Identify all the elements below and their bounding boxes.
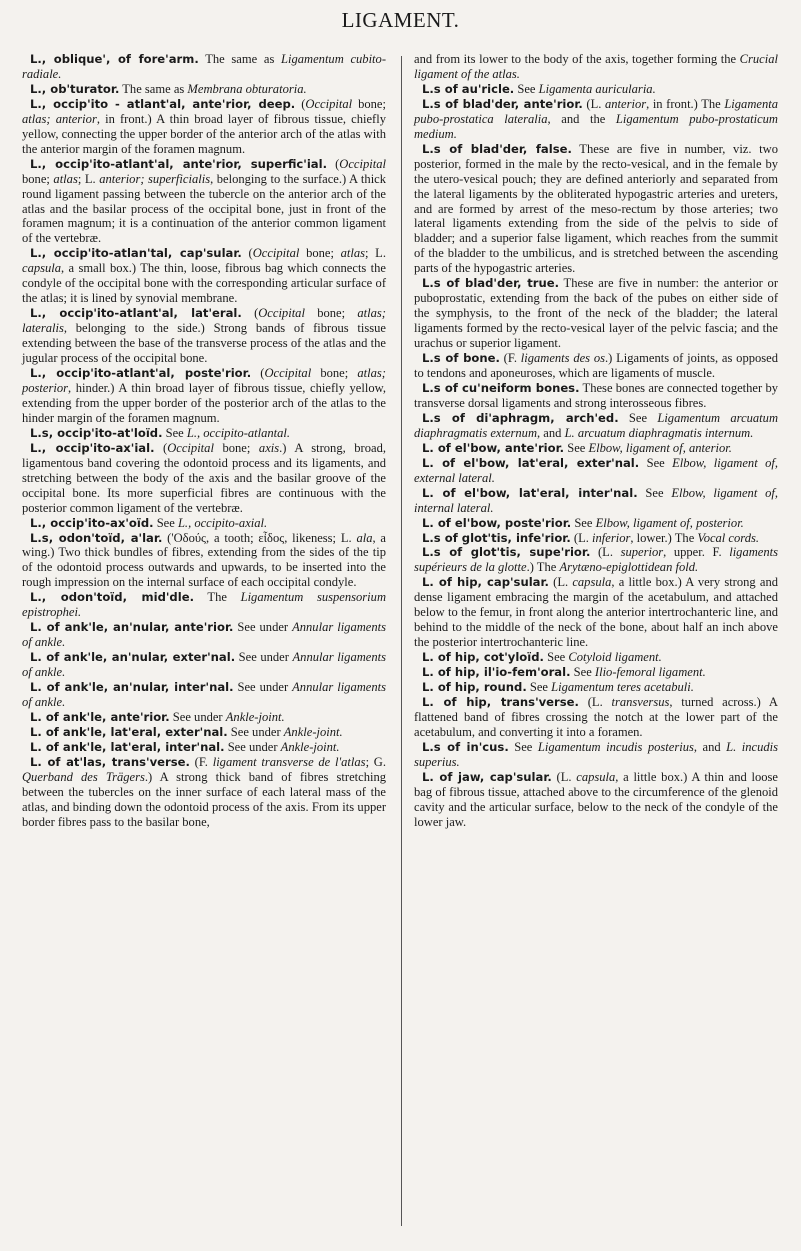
- entry-text: See: [637, 485, 672, 500]
- entry-italic-text: Crucial ligament of the atlas.: [414, 52, 778, 81]
- dictionary-entry: [22, 740, 386, 755]
- entry-italic-text: Elbow, ligament of, external lateral.: [414, 455, 778, 485]
- entry-text: These are five in number: the anterior or puboprostatic, extending from the back of the pubes on either side of the symphysis, to the front of the neck of the bladder; the lateral ligaments formed by the recto-vesical layer of the pelvic fascia; and the urachus or superior ligament.: [414, 276, 779, 351]
- entry-headword: L. of el'bow, ante'rior.: [422, 440, 565, 455]
- entry-italic-text: anterior: [604, 96, 647, 111]
- entry-italic-text: inferior: [592, 530, 631, 545]
- entry-headword: L.s of in'cus.: [422, 739, 509, 754]
- entry-text: ('Οδούς, a tooth; εἶδος, likeness; L.: [162, 530, 357, 545]
- entry-italic-text: ligaments supérieurs de la glotte: [414, 545, 778, 575]
- entry-italic-text: Elbow, ligament of, anterior.: [588, 440, 732, 455]
- dictionary-entry: [22, 426, 386, 441]
- entry-text: See: [618, 410, 658, 425]
- entry-headword: L. of ank'le, an'nular, ante'rior.: [30, 620, 234, 635]
- entry-italic-text: Ankle-joint.: [283, 724, 343, 739]
- entry-italic-text: Ligamentum suspensorium epistrophei.: [22, 590, 387, 620]
- entry-headword: L. of ank'le, ante'rior.: [30, 709, 170, 724]
- right-column: [414, 52, 778, 830]
- entry-italic-text: capsula: [22, 261, 62, 276]
- entry-headword: L., occip'ito - atlant'al, ante'rior, deep.: [30, 96, 296, 111]
- dictionary-entry: [414, 441, 778, 456]
- entry-headword: L.s of di'aphragm, arch'ed.: [422, 410, 619, 425]
- dictionary-entry: [22, 306, 386, 366]
- left-column: [22, 52, 386, 830]
- entry-headword: L., occip'ito-atlant'al, poste'rior.: [30, 366, 252, 381]
- entry-italic-text: capsula: [576, 769, 616, 784]
- entry-italic-text: L., occipito-atlantal.: [186, 425, 291, 440]
- entry-text: bone;: [213, 440, 259, 455]
- entry-text: , a little box.) A thin and loose bag of fibrous tissue, attached above to the circumference of the glenoid cavity and the articular surface, below to the neck of the condyle of the lower jaw.: [414, 769, 778, 829]
- entry-text: , lower.) The: [630, 530, 698, 545]
- entry-headword: L. of jaw, cap'sular.: [422, 769, 552, 784]
- entry-text: These bones are connected together by transverse dorsal ligaments and strong interosseous fibres.: [414, 380, 778, 410]
- dictionary-entry: [414, 52, 778, 82]
- entry-italic-text: Ligamenta pubo-prostatica lateralia: [414, 96, 778, 126]
- dictionary-entry: [414, 770, 778, 830]
- dictionary-entry: [22, 590, 386, 620]
- dictionary-entry: [414, 97, 778, 142]
- dictionary-entry: [414, 516, 778, 531]
- entry-headword: L.s of blad'der, false.: [422, 141, 572, 156]
- dictionary-entry: [414, 82, 778, 97]
- entry-italic-text: atlas: [53, 171, 78, 186]
- entry-italic-text: L. arcuatum diaphragmatis internum.: [564, 425, 754, 440]
- entry-text: See: [543, 650, 569, 665]
- entry-italic-text: Annular ligaments of ankle.: [22, 620, 386, 650]
- entry-text: , turned across.) A flattened band of fibres crossing the notch at the lower part of the acetabulum, and converting it into a foramen.: [414, 694, 778, 739]
- entry-headword: L.s of glot'tis, infe'rior.: [422, 530, 571, 545]
- entry-text: (: [241, 246, 253, 261]
- entry-text: (: [327, 156, 340, 171]
- entry-text: See: [526, 680, 552, 695]
- entry-headword: L. of hip, cap'sular.: [422, 575, 549, 590]
- entry-italic-text: atlas: [340, 246, 366, 261]
- entry-headword: L. of ank'le, an'nular, exter'nal.: [30, 650, 236, 665]
- entry-italic-text: Elbow, ligament of, internal lateral.: [414, 485, 778, 515]
- entry-text: , belonging to the surface.) A thick round ligament passing between the tubercle on the anterior arch of the atlas and the basilar process of the occipital bone, just in front of the foramen magnum; it is a continuation of the anterior common ligament of the vertebræ.: [22, 171, 387, 246]
- entry-italic-text: Ligamentum cubito-radiale.: [22, 52, 386, 81]
- entry-italic-text: Annular ligaments of ankle.: [22, 650, 386, 680]
- entry-text: These are five in number, viz. two posterior, formed in the male by the recto-vesical, and in the female by the utero-vesical pouch; they are defined anteriorly and separated from the lateral ligaments by the obliterated hypogastric arteries and ureters, and are formed by arrest of the meso-rectum by those arteries; two lateral ligaments extending from the side of the pelvis to side of bladder; and a superior false ligament, which reaches from the summit of the bladder to the umbilicus, and is stretched between the ascending parts of the hypogastric arteries.: [414, 141, 778, 276]
- entry-headword: L. of ank'le, an'nular, inter'nal.: [30, 680, 234, 695]
- entry-text: See: [153, 515, 178, 530]
- entry-text: , hinder.) A thin broad layer of fibrous tissue, chiefly yellow, extending from the upper border of the posterior arch of the atlas to the hinder margin of the foramen magnum.: [22, 380, 386, 425]
- entry-headword: L.s of au'ricle.: [422, 81, 515, 96]
- entry-italic-text: Querband des Trägers: [22, 769, 145, 784]
- entry-headword: L., ob'turator.: [30, 81, 120, 96]
- entry-text: .) Ligaments of joints, as opposed to tendons and aponeuroses, which are ligaments of muscle.: [414, 351, 778, 381]
- entry-italic-text: L. incudis superius.: [414, 739, 779, 769]
- entry-text: (F.: [189, 754, 213, 769]
- dictionary-entry: [414, 680, 778, 695]
- entry-headword: L. of hip, cot'yloïd.: [422, 650, 544, 665]
- dictionary-entry: [414, 740, 778, 770]
- dictionary-entry: [22, 755, 386, 830]
- entry-text: See: [162, 425, 187, 440]
- entry-headword: L.s of glot'tis, supe'rior.: [422, 545, 591, 560]
- dictionary-entry: [22, 710, 386, 725]
- entry-text: See: [564, 440, 589, 455]
- entry-headword: L. of ank'le, lat'eral, inter'nal.: [30, 739, 225, 754]
- dictionary-entry: [414, 650, 778, 665]
- entry-text: bone;: [299, 246, 341, 261]
- dictionary-entry: [22, 725, 386, 740]
- entry-text: , and: [537, 425, 565, 440]
- entry-italic-text: Arytæno-epiglottidean fold.: [559, 560, 699, 575]
- entry-headword: L.s of cu'neiform bones.: [422, 380, 580, 395]
- entry-italic-text: Occipital: [258, 306, 305, 321]
- entry-text: ; L.: [77, 171, 100, 186]
- entry-text: See under: [224, 739, 281, 754]
- entry-italic-text: Occipital: [264, 366, 312, 381]
- entry-text: (L.: [548, 575, 573, 590]
- dictionary-entry: [414, 142, 778, 277]
- entry-italic-text: Ligamentum incudis posterius: [537, 739, 694, 754]
- entry-italic-text: capsula: [572, 575, 612, 590]
- entry-italic-text: Occipital: [339, 156, 386, 171]
- entry-headword: L. of el'bow, lat'eral, inter'nal.: [422, 485, 638, 500]
- entry-text: See: [570, 665, 595, 680]
- entry-headword: L. of at'las, trans'verse.: [30, 754, 190, 769]
- entry-text: See: [514, 81, 539, 96]
- dictionary-entry: [22, 531, 386, 591]
- entry-text: The same as: [119, 81, 188, 96]
- entry-text: .) The: [526, 560, 560, 575]
- dictionary-entry: [22, 650, 386, 680]
- entry-headword: L. of el'bow, poste'rior.: [422, 515, 572, 530]
- dictionary-entry: [414, 545, 778, 575]
- entry-text: See: [508, 739, 538, 754]
- entry-text: See under: [233, 680, 293, 695]
- entry-text: See: [639, 455, 673, 470]
- entry-headword: L.s, odon'toïd, a'lar.: [30, 530, 163, 545]
- entry-text: .) A strong thick band of fibres stretching between the tubercles on the inner surface of each lateral mass of the atlas, and binding down the odontoid process of the axis. From its upper border fibres pass to the basilar bone,: [22, 769, 386, 829]
- entry-text: (: [154, 440, 168, 455]
- dictionary-entry: [22, 82, 386, 97]
- entry-text: (F.: [499, 351, 521, 366]
- dictionary-entry: [22, 441, 386, 516]
- entry-italic-text: atlas; posterior: [22, 366, 386, 395]
- column-divider: [401, 56, 402, 1226]
- entry-headword: L.s of blad'der, ante'rior.: [422, 96, 583, 111]
- entry-italic-text: ligaments des os: [520, 351, 606, 366]
- entry-headword: L., occip'ito-atlant'al, ante'rior, superfic'ial.: [30, 156, 328, 171]
- entry-italic-text: Occipital: [167, 440, 214, 455]
- entry-italic-text: Occipital: [305, 96, 353, 111]
- entry-italic-text: Ankle-joint.: [280, 739, 340, 754]
- entry-italic-text: Membrana obturatoria.: [187, 81, 307, 96]
- dictionary-entry: [22, 246, 386, 306]
- entry-text: and from its lower to the body of the axis, together forming the: [414, 52, 740, 66]
- entry-text: See under: [235, 650, 293, 665]
- dictionary-entry: [22, 680, 386, 710]
- entry-text: (L.: [551, 769, 577, 784]
- entry-headword: L. of el'bow, lat'eral, exter'nal.: [422, 455, 640, 470]
- entry-text: bone;: [22, 171, 54, 186]
- entry-headword: L.s of blad'der, true.: [422, 276, 559, 291]
- entry-italic-text: Ligamentum pubo-prostaticum medium.: [414, 111, 778, 141]
- entry-text: .) A strong, broad, ligamentous band covering the odontoid process and its ligaments, and stretching between the body of the axis and the basilar groove of the occipital bone. Its more superficial fibres are continuous with the posterior common ligament of the vertebræ.: [22, 440, 386, 515]
- entry-italic-text: Occipital: [252, 246, 300, 261]
- entry-text: , and the: [547, 111, 616, 126]
- entry-text: (: [295, 96, 306, 111]
- entry-headword: L.s of bone.: [422, 351, 500, 366]
- dictionary-entry: [22, 366, 386, 426]
- entry-headword: L., occip'ito-ax'oïd.: [30, 515, 154, 530]
- entry-italic-text: ala: [356, 530, 373, 545]
- entry-italic-text: Vocal cords.: [697, 530, 759, 545]
- entry-headword: L. of hip, round.: [422, 680, 527, 695]
- dictionary-entry: [414, 486, 778, 516]
- entry-text: , belonging to the side.) Strong bands of fibrous tissue extending between the base of the transverse process of the atlas and the jugular process of the occipital bone.: [22, 321, 386, 366]
- dictionary-entry: [414, 665, 778, 680]
- entry-text: See: [571, 515, 596, 530]
- entry-text: , upper. F.: [663, 545, 730, 560]
- entry-text: , and: [693, 739, 727, 754]
- dictionary-entry: [414, 531, 778, 546]
- entry-text: (: [241, 306, 259, 321]
- entry-text: bone;: [304, 306, 358, 321]
- page-header: LIGAMENT.: [341, 8, 460, 32]
- dictionary-entry: [22, 97, 386, 157]
- dictionary-entry: [414, 575, 778, 650]
- entry-text: See under: [169, 709, 226, 724]
- entry-headword: L., oblique', of fore'arm.: [30, 52, 199, 66]
- entry-text: , a wing.) Two thick bundles of fibres, extending from the sides of the tip of the odontoid process outwards and upwards, to be inserted into the rough impression on the internal surface of each occipital condyle.: [22, 530, 387, 590]
- entry-text: , in front.) The: [646, 96, 725, 111]
- entry-text: (L.: [590, 545, 621, 560]
- entry-headword: L., occip'ito-atlant'al, lat'eral.: [30, 306, 242, 321]
- entry-text: (L.: [578, 694, 612, 709]
- entry-headword: L., occip'ito-atlan'tal, cap'sular.: [30, 246, 242, 261]
- entry-italic-text: transversus: [611, 694, 670, 709]
- entry-headword: L. of ank'le, lat'eral, exter'nal.: [30, 724, 228, 739]
- entry-headword: L. of hip, il'io-fem'oral.: [422, 665, 571, 680]
- entry-italic-text: Cotyloid ligament.: [568, 650, 662, 665]
- entry-text: ; G.: [365, 754, 387, 769]
- entry-italic-text: Ligamenta auricularia.: [538, 81, 656, 96]
- entry-italic-text: L., occipito-axial.: [177, 515, 268, 530]
- entry-text: , a little box.) A very strong and dense ligament embracing the margin of the acetabulum, and attached below to the femur, in front along the anterior intertrochanteric line, and behind to the middle of the neck of the bone, about half an inch above the posterior intertrochanteric line.: [414, 575, 778, 650]
- entry-italic-text: axis: [258, 440, 280, 455]
- dictionary-entry: [414, 351, 778, 381]
- dictionary-entry: [414, 456, 778, 486]
- entry-text: , in front.) A thin broad layer of fibrous tissue, chiefly yellow, connecting the upper border of the anterior arch of the atlas with the anterior margin of the foramen magnum.: [22, 111, 386, 156]
- dictionary-entry: [414, 695, 778, 740]
- entry-text: (L.: [570, 530, 593, 545]
- entry-italic-text: ligament transverse de l'atlas: [212, 754, 366, 769]
- entry-text: ; L.: [365, 246, 386, 261]
- entry-text: bone;: [352, 96, 386, 111]
- dictionary-entry: [22, 157, 386, 247]
- entry-italic-text: superior: [620, 545, 664, 560]
- dictionary-entry: [22, 516, 386, 531]
- dictionary-entry: [22, 52, 386, 82]
- entry-italic-text: Annular ligaments of ankle.: [22, 680, 387, 709]
- entry-text: bone;: [311, 366, 358, 381]
- entry-text: (: [251, 366, 265, 381]
- dictionary-entry: [414, 381, 778, 411]
- entry-headword: L., occip'ito-ax'ial.: [30, 440, 155, 455]
- entry-text: See under: [227, 724, 284, 739]
- entry-text: See under: [233, 620, 293, 635]
- entry-headword: L., odon'toïd, mid'dle.: [30, 590, 194, 605]
- entry-text: , a small box.) The thin, loose, fibrous bag which connects the condyle of the occipital bone with the corresponding articular surface of the atlas; it is lined by synovial membrane.: [22, 261, 386, 306]
- entry-italic-text: Ligamentum arcuatum diaphragmatis externum: [414, 410, 779, 440]
- entry-headword: L.s, occip'ito-at'loïd.: [30, 425, 163, 440]
- entry-text: The: [193, 590, 241, 605]
- entry-italic-text: Ankle-joint.: [225, 709, 285, 724]
- dictionary-entry: [414, 411, 778, 441]
- dictionary-entry: [22, 620, 386, 650]
- entry-italic-text: Elbow, ligament of, posterior.: [595, 515, 744, 530]
- entry-italic-text: Ligamentum teres acetabuli.: [551, 680, 694, 695]
- entry-text: The same as: [198, 52, 282, 66]
- entry-headword: L. of hip, trans'verse.: [422, 694, 579, 709]
- entry-italic-text: atlas; lateralis: [22, 306, 386, 336]
- entry-italic-text: anterior; superficialis: [99, 171, 211, 186]
- entry-italic-text: atlas; anterior: [22, 111, 97, 126]
- dictionary-entry: [414, 276, 778, 351]
- entry-italic-text: Ilio-femoral ligament.: [594, 665, 706, 680]
- entry-text: (L.: [582, 96, 605, 111]
